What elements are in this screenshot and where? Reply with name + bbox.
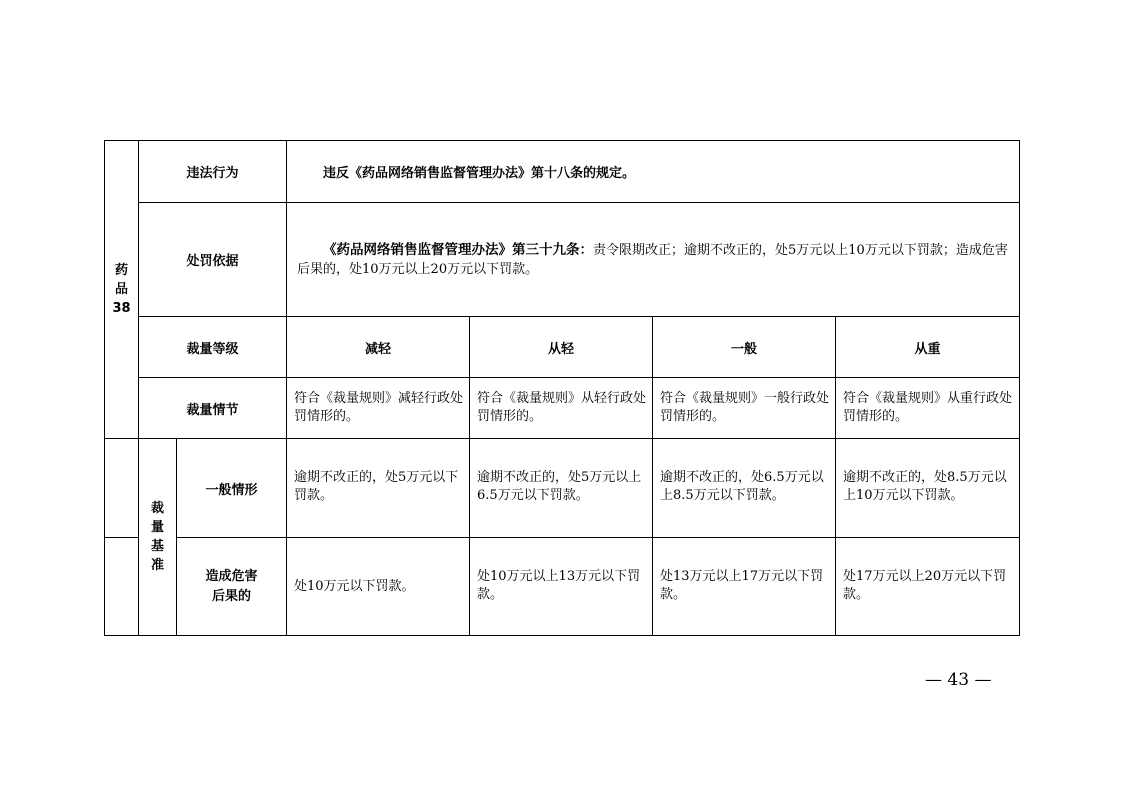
harm-cell: 处13万元以上17万元以下罚款。	[653, 538, 836, 636]
level-lenient: 从轻	[470, 317, 653, 378]
basis-content: 责令限期改正；逾期不改正的，处5万元以上10万元以下罚款；造成危害后果的，处10万元以上20万元以下罚款。	[297, 242, 1008, 277]
category-char: 药	[114, 263, 128, 278]
category-cell	[105, 141, 139, 439]
empty-category-cell	[105, 439, 139, 538]
penalty-table	[104, 140, 1020, 636]
category-char: 品	[114, 282, 128, 297]
benchmark-char: 准	[150, 558, 164, 573]
harm-cell: 处10万元以下罚款。	[287, 538, 470, 636]
violation-label: 违法行为	[139, 141, 287, 203]
general-cell: 逾期不改正的，处6.5万元以上8.5万元以下罚款。	[653, 439, 836, 538]
benchmark-label	[139, 439, 177, 636]
harm-label	[177, 538, 287, 636]
level-mitigated: 减轻	[287, 317, 470, 378]
violation-text: 违反《药品网络销售监督管理办法》第十八条的规定。	[287, 141, 1020, 203]
harm-label-line1: 造成危害	[205, 568, 258, 584]
circumstances-label: 裁量情节	[139, 378, 287, 439]
basis-article: 《药品网络销售监督管理办法》第三十九条：	[323, 241, 594, 258]
empty-category-cell	[105, 538, 139, 636]
circumstance-cell: 符合《裁量规则》减轻行政处罚情形的。	[287, 378, 470, 439]
level-severe: 从重	[836, 317, 1020, 378]
harm-cell: 处10万元以上13万元以下罚款。	[470, 538, 653, 636]
general-situation-label: 一般情形	[177, 439, 287, 538]
harm-cell: 处17万元以上20万元以下罚款。	[836, 538, 1020, 636]
benchmark-char: 量	[150, 520, 164, 535]
benchmark-char: 基	[150, 539, 164, 554]
general-cell: 逾期不改正的，处5万元以下罚款。	[287, 439, 470, 538]
basis-label: 处罚依据	[139, 203, 287, 317]
benchmark-char: 裁	[150, 501, 164, 516]
levels-label: 裁量等级	[139, 317, 287, 378]
circumstance-cell: 符合《裁量规则》从轻行政处罚情形的。	[470, 378, 653, 439]
circumstance-cell: 符合《裁量规则》一般行政处罚情形的。	[653, 378, 836, 439]
basis-text	[287, 203, 1020, 317]
category-char: 38	[112, 301, 131, 316]
circumstance-cell: 符合《裁量规则》从重行政处罚情形的。	[836, 378, 1020, 439]
general-cell: 逾期不改正的，处5万元以上6.5万元以下罚款。	[470, 439, 653, 538]
general-cell: 逾期不改正的，处8.5万元以上10万元以下罚款。	[836, 439, 1020, 538]
harm-label-line2: 后果的	[212, 588, 252, 604]
page-number: — 43 —	[925, 670, 992, 690]
level-general: 一般	[653, 317, 836, 378]
